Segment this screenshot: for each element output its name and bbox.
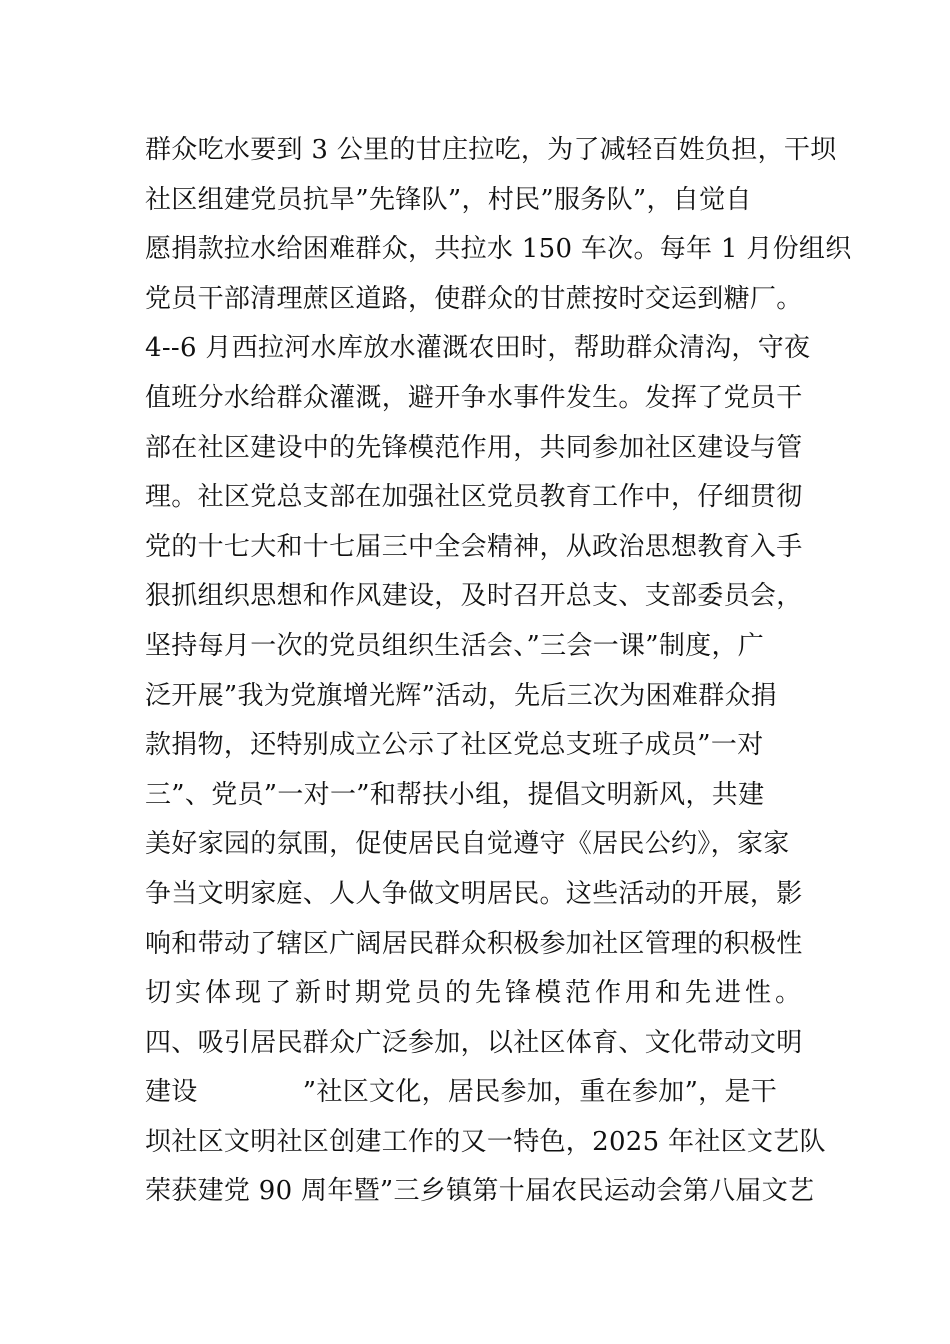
text-line: 三”、党员”一对一”和帮扶小组，提倡文明新风，共建 xyxy=(145,779,765,810)
body-text xyxy=(145,126,852,1217)
text-line: 4--6 月西拉河水库放水灌溉农田时，帮助群众清沟，守夜 xyxy=(145,333,811,364)
text-line: 狠抓组织思想和作风建设，及时召开总支、支部委员会， xyxy=(145,581,803,612)
text-line: 值班分水给群众灌溉，避开争水事件发生。发挥了党员干 xyxy=(145,382,803,413)
text-line: 社区组建党员抗旱”先锋队”，村民”服务队”，自觉自 xyxy=(145,184,752,215)
text-line: 泛开展”我为党旗增光辉”活动，先后三次为困难群众捐 xyxy=(145,680,778,711)
text-line: 响和带动了辖区广阔居民群众积极参加社区管理的积极性 xyxy=(145,928,803,959)
text-line: 部在社区建设中的先锋模范作用，共同参加社区建设与管 xyxy=(145,432,803,463)
text-line: 群众吃水要到 3 公里的甘庄拉吃，为了减轻百姓负担，干坝 xyxy=(145,135,837,165)
text-line: 党员干部清理蔗区道路，使群众的甘蔗按时交运到糖厂。 xyxy=(145,283,803,314)
text-line: 美好家园的氛围，促使居民自觉遵守《居民公约》，家家 xyxy=(145,829,790,860)
text-line: 款捐物，还特别成立公示了社区党总支班子成员”一对 xyxy=(145,730,764,761)
text-line: 荣获建党 90 周年暨”三乡镇第十届农民运动会第八届文艺 xyxy=(145,1176,815,1207)
text-line: 争当文明家庭、人人争做文明居民。这些活动的开展，影 xyxy=(145,878,803,909)
text-line: 党的十七大和十七届三中全会精神，从政治思想教育入手 xyxy=(145,531,803,562)
section-heading-line: 四、吸引居民群众广泛参加，以社区体育、文化带动文明 xyxy=(145,1027,803,1058)
text-line: 坝社区文明社区创建工作的又一特色，2025 年社区文艺队 xyxy=(145,1126,826,1157)
text-line: 理。社区党总支部在加强社区党员教育工作中，仔细贯彻 xyxy=(145,482,803,513)
text-line: 切实体现了新时期党员的先锋模范作用和先进性。 xyxy=(145,978,806,1009)
text-line: 愿捐款拉水给困难群众，共拉水 150 车次。每年 1 月份组织 xyxy=(145,234,852,265)
text-line: 坚持每月一次的党员组织生活会、”三会一课”制度，广 xyxy=(145,630,765,661)
text-line: 建设 ”社区文化，居民参加，重在参加”，是干 xyxy=(145,1077,778,1108)
